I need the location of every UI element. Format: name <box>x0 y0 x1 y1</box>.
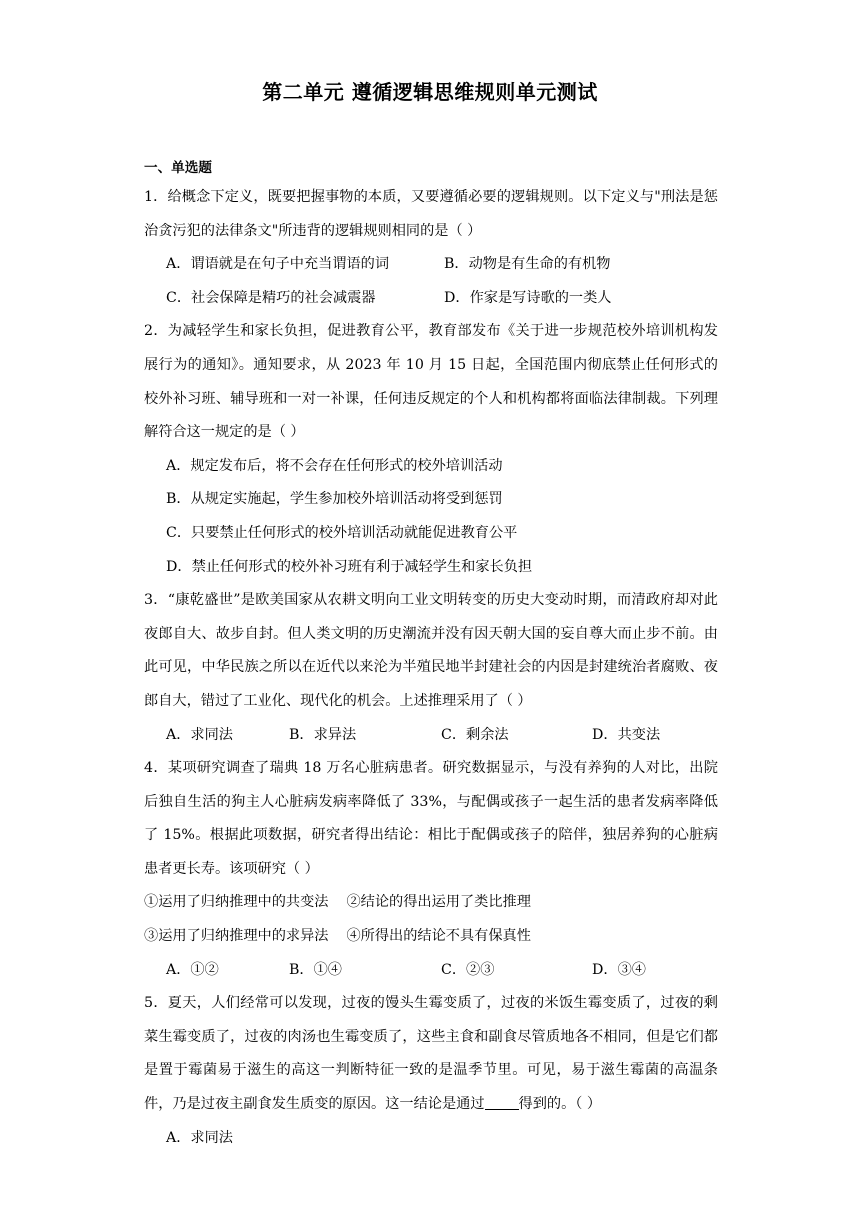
question-list <box>144 155 718 1155</box>
option-d: D．作家是写诗歌的一类人 <box>444 289 612 306</box>
question-4-options <box>144 954 718 988</box>
question-4 <box>144 752 718 987</box>
option-c: C．社会保障是精巧的社会减震器 <box>166 289 376 306</box>
question-2-text: 2．为减轻学生和家长负担，促进教育公平，教育部发布《关于进一步规范校外培训机构发展行为的通知》。通知要求，从 2023 年 10 月 15 日起，全国范围内彻底禁止任何形式的校外补习班、辅导班和一对一补课，任何违反规定的个人和机构都将面临法律制裁。下列理解符合这一规定的是（ ） <box>144 323 718 441</box>
option-b: B．从规定实施起，学生参加校外培训活动将受到惩罚 <box>166 491 503 508</box>
question-5-text <box>144 987 718 1121</box>
answer-blank <box>485 1095 519 1110</box>
option-c: C．②③ <box>441 961 495 978</box>
question-5-text-end: 得到的。（ ） <box>518 1096 602 1113</box>
question-1-text: 1．给概念下定义，既要把握事物的本质，又要遵循必要的逻辑规则。以下定义与"刑法是惩治贪污犯的法律条文"所违背的逻辑规则相同的是（ ） <box>144 189 718 239</box>
question-4-text: 4．某项研究调查了瑞典 18 万名心脏病患者。研究数据显示，与没有养狗的人对比，出院后独自生活的狗主人心脏病发病率降低了 33%，与配偶或孩子一起生活的患者发病率降低了 15%。根据此项数据，研究者得出结论：相比于配偶或孩子的陪伴，独居养狗的心脏病患者更长寿。该项研究（ ） <box>144 760 718 877</box>
question-5 <box>144 987 718 1155</box>
option-d: D．③④ <box>592 961 646 978</box>
statement-line-1: ①运用了归纳推理中的共变法 ②结论的得出运用了类比推理 <box>144 894 531 911</box>
question-2 <box>144 315 718 584</box>
page-title: 第二单元 遵循逻辑思维规则单元测试 <box>262 80 598 104</box>
question-1-options-row-1 <box>144 248 718 282</box>
option-b: B．①④ <box>289 961 342 978</box>
option-a: A．谓语就是在句子中充当谓语的词 <box>166 256 390 273</box>
option-a: A．求同法 <box>166 726 233 743</box>
option-b: B．动物是有生命的有机物 <box>444 256 611 273</box>
question-5-text-start: 5．夏天，人们经常可以发现，过夜的馒头生霉变质了，过夜的米饭生霉变质了，过夜的剩菜生霉变质了，过夜的肉汤也生霉变质了，这些主食和副食尽管质地各不相同，但是它们都是置于霉菌易于滋生的高这一判断特征一致的是温季节里。可见，易于滋生霉菌的高温条件，乃是过夜主副食发生质变的原因。这一结论是通过 <box>144 995 718 1113</box>
question-1-options-row-2 <box>144 282 718 316</box>
option-a: A．①② <box>166 961 219 978</box>
option-c: C．剩余法 <box>441 726 509 743</box>
question-3 <box>144 584 718 752</box>
section-heading: 一、单选题 <box>144 160 212 176</box>
question-3-options <box>144 719 718 753</box>
option-a: A．求同法 <box>166 1129 233 1146</box>
option-c: C．只要禁止任何形式的校外培训活动就能促进教育公平 <box>166 524 518 541</box>
option-b: B．求异法 <box>289 726 357 743</box>
option-a: A．规定发布后，将不会存在任何形式的校外培训活动 <box>166 457 503 474</box>
question-3-text: 3．“康乾盛世”是欧美国家从农耕文明向工业文明转变的历史大变动时期，而清政府却对此夜郎自大、故步自封。但人类文明的历史潮流并没有因天朝大国的妄自尊大而止步不前。由此可见，中华民族之所以在近代以来沦为半殖民地半封建社会的内因是封建统治者腐败、夜郎自大，错过了工业化、现代化的机会。上述推理采用了（ ） <box>144 592 718 709</box>
statement-line-2: ③运用了归纳推理中的求异法 ④所得出的结论不具有保真性 <box>144 928 531 945</box>
option-d: D．禁止任何形式的校外补习班有利于减轻学生和家长负担 <box>166 558 533 575</box>
option-d: D．共变法 <box>592 726 661 743</box>
question-1 <box>144 181 718 315</box>
